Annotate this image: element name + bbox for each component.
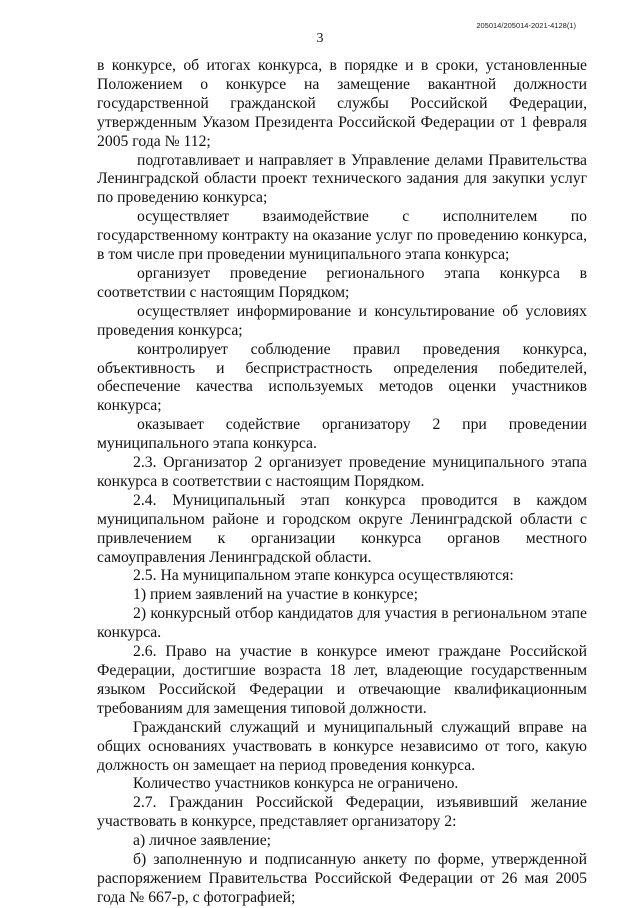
paragraph: осуществляет взаимодействие с исполнителем по государственному контракту на оказание услуг по проведению конкурса, в том числе при проведении муниципального этапа конкурса;: [97, 208, 587, 264]
paragraph: 2.5. На муниципальном этапе конкурса осуществляются:: [133, 567, 514, 585]
document-id: 205014/205014-2021-4128(1): [476, 21, 576, 30]
paragraph: оказывает содействие организатору 2 при проведении муниципального этапа конкурса.: [97, 416, 587, 453]
list-item: а) личное заявление;: [133, 832, 272, 850]
list-item: 2) конкурсный отбор кандидатов для участия в региональном этапе конкурса.: [97, 605, 587, 642]
list-item: б) заполненную и подписанную анкету по форме, утвержденной распоряжением Правительства Российской Федерации от 26 мая 2005 года № 667-р, с фотографией;: [97, 851, 587, 906]
paragraph: осуществляет информирование и консультирование об условиях проведения конкурса;: [97, 302, 587, 339]
list-item: 1) прием заявлений на участие в конкурсе;: [133, 586, 418, 604]
paragraph: 2.4. Муниципальный этап конкурса проводится в каждом муниципальном районе и городском округе Ленинградской области с привлечением к организации конкурса органов местного самоуправления Ленинградской области.: [97, 491, 587, 566]
document-body: [97, 57, 587, 908]
paragraph: контролирует соблюдение правил проведения конкурса, объективность и беспристрастность определения победителей, обеспечение качества используемых методов оценки участников конкурса;: [97, 340, 587, 415]
paragraph: 2.3. Организатор 2 организует проведение муниципального этапа конкурса в соответствии с настоящим Порядком.: [97, 454, 587, 490]
paragraph: 2.6. Право на участие в конкурсе имеют граждане Российской Федерации, достигшие возраста 18 лет, владеющие государственным языком Российской Федерации и отвечающие квалификационным требованиям для замещения типовой должности.: [97, 643, 587, 717]
paragraph: организует проведение регионального этапа конкурса в соответствии с настоящим Порядком;: [97, 264, 587, 301]
paragraph: в конкурсе, об итогах конкурса, в порядке и в сроки, установленные Положением о конкурсе на замещение вакантной должности государственной гражданской службы Российской Федерации, утвержденным Указом Президента Российской Федерации от 1 февраля 2005 года № 112;: [97, 57, 587, 150]
paragraph: 2.7. Гражданин Российской Федерации, изъявивший желание участвовать в конкурсе, представляет организатору 2:: [97, 794, 587, 831]
paragraph: Гражданский служащий и муниципальный служащий вправе на общих основаниях участвовать в конкурсе независимо от того, какую должность он замещает на период проведения конкурса.: [97, 718, 587, 774]
paragraph: подготавливает и направляет в Управление делами Правительства Ленинградской области проект технического задания для закупки услуг по проведению конкурса;: [97, 151, 587, 207]
paragraph: Количество участников конкурса не ограничено.: [133, 775, 459, 793]
page-number: 3: [316, 31, 324, 46]
